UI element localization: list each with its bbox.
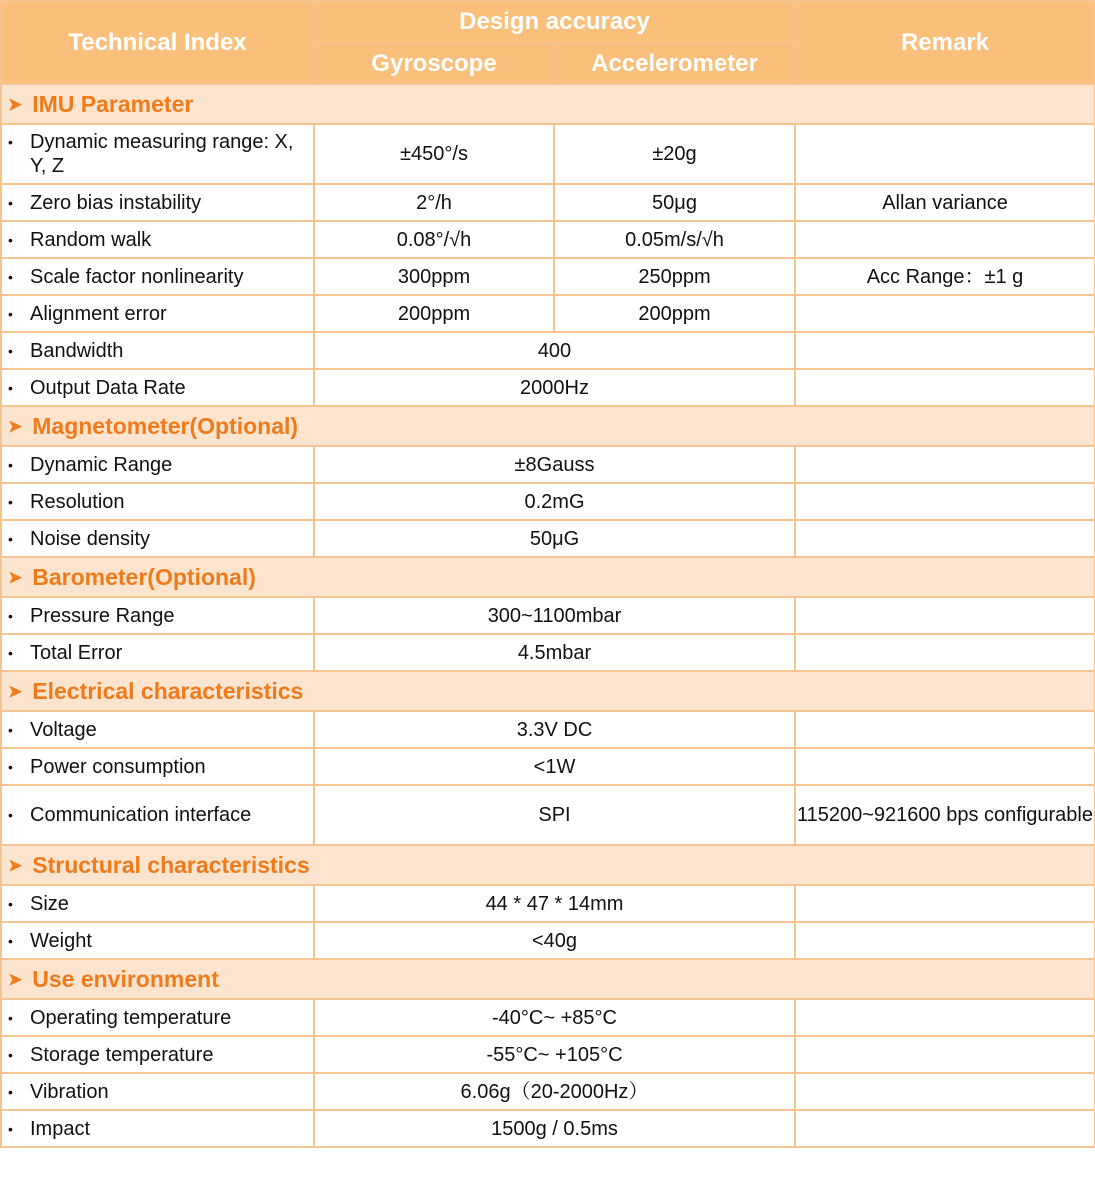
parameter-label: Output Data Rate bbox=[30, 376, 186, 399]
header-gyroscope: Gyroscope bbox=[314, 43, 554, 84]
parameter-label: Vibration bbox=[30, 1080, 109, 1103]
bullet-icon: • bbox=[8, 807, 13, 823]
table-row bbox=[1, 1110, 1095, 1147]
bullet-icon: • bbox=[8, 493, 13, 510]
remark-cell bbox=[795, 124, 1095, 184]
header-design-accuracy: Design accuracy bbox=[314, 1, 795, 43]
bullet-icon: • bbox=[8, 305, 13, 322]
remark-cell bbox=[795, 295, 1095, 332]
table-row bbox=[1, 295, 1095, 332]
parameter-label: Total Error bbox=[30, 641, 123, 664]
arrowhead-icon: ➤ bbox=[8, 416, 23, 436]
remark-cell: Allan variance bbox=[795, 184, 1095, 221]
accelerometer-value-cell: 50μg bbox=[554, 184, 795, 221]
parameter-cell bbox=[1, 1110, 314, 1147]
table-row bbox=[1, 483, 1095, 520]
section-title-cell bbox=[1, 557, 1095, 597]
table-row bbox=[1, 1073, 1095, 1110]
bullet-icon: • bbox=[8, 1009, 13, 1026]
table-row bbox=[1, 999, 1095, 1036]
parameter-label: Weight bbox=[30, 929, 92, 952]
remark-cell bbox=[795, 711, 1095, 748]
remark-cell bbox=[795, 221, 1095, 258]
value-cell: 1500g / 0.5ms bbox=[314, 1110, 795, 1147]
parameter-cell bbox=[1, 634, 314, 671]
section-title-cell bbox=[1, 845, 1095, 885]
parameter-cell bbox=[1, 184, 314, 221]
parameter-cell bbox=[1, 446, 314, 483]
parameter-label: Communication interface bbox=[30, 804, 252, 826]
remark-cell bbox=[795, 483, 1095, 520]
section-row bbox=[1, 84, 1095, 124]
value-cell: 44 * 47 * 14mm bbox=[314, 885, 795, 922]
section-row bbox=[1, 671, 1095, 711]
remark-cell bbox=[795, 369, 1095, 406]
section-row bbox=[1, 845, 1095, 885]
gyroscope-value-cell: 300ppm bbox=[314, 258, 554, 295]
accelerometer-value-cell: 200ppm bbox=[554, 295, 795, 332]
parameter-cell bbox=[1, 597, 314, 634]
bullet-icon: • bbox=[8, 1120, 13, 1137]
remark-cell bbox=[795, 520, 1095, 557]
bullet-icon: • bbox=[8, 932, 13, 949]
section-row bbox=[1, 959, 1095, 999]
bullet-icon: • bbox=[8, 607, 13, 624]
section-title-cell bbox=[1, 84, 1095, 124]
gyroscope-value-cell: 200ppm bbox=[314, 295, 554, 332]
section-row bbox=[1, 406, 1095, 446]
remark-cell bbox=[795, 597, 1095, 634]
parameter-label: Dynamic Range bbox=[30, 453, 173, 476]
bullet-icon: • bbox=[8, 758, 13, 775]
value-cell: -40°C~ +85°C bbox=[314, 999, 795, 1036]
parameter-cell bbox=[1, 1036, 314, 1073]
parameter-label: Noise density bbox=[30, 527, 151, 550]
parameter-cell bbox=[1, 711, 314, 748]
parameter-label: Pressure Range bbox=[30, 604, 175, 627]
parameter-cell bbox=[1, 1073, 314, 1110]
section-row bbox=[1, 557, 1095, 597]
parameter-label: Size bbox=[30, 892, 69, 915]
table-row bbox=[1, 332, 1095, 369]
parameter-cell bbox=[1, 332, 314, 369]
parameter-cell bbox=[1, 785, 314, 845]
remark-cell bbox=[795, 634, 1095, 671]
bullet-icon: • bbox=[8, 379, 13, 396]
header-technical-index: Technical Index bbox=[1, 1, 314, 84]
bullet-icon: • bbox=[8, 895, 13, 912]
arrowhead-icon: ➤ bbox=[8, 681, 23, 701]
bullet-icon: • bbox=[8, 194, 13, 211]
table-row bbox=[1, 922, 1095, 959]
parameter-label: Storage temperature bbox=[30, 1043, 214, 1066]
parameter-label: Dynamic measuring range: X, Y, Z bbox=[30, 131, 294, 177]
bullet-icon: • bbox=[8, 644, 13, 661]
parameter-label: Alignment error bbox=[30, 302, 167, 325]
value-cell: -55°C~ +105°C bbox=[314, 1036, 795, 1073]
table-header bbox=[1, 1, 1095, 84]
parameter-cell bbox=[1, 520, 314, 557]
parameter-cell bbox=[1, 748, 314, 785]
parameter-label: Bandwidth bbox=[30, 339, 124, 362]
accelerometer-value-cell: 250ppm bbox=[554, 258, 795, 295]
bullet-icon: • bbox=[8, 721, 13, 738]
parameter-cell bbox=[1, 922, 314, 959]
bullet-icon: • bbox=[8, 231, 13, 248]
bullet-icon: • bbox=[8, 1083, 13, 1100]
value-cell: 6.06g（20-2000Hz） bbox=[314, 1073, 795, 1110]
table-row bbox=[1, 184, 1095, 221]
value-cell: 4.5mbar bbox=[314, 634, 795, 671]
parameter-cell bbox=[1, 124, 314, 184]
bullet-icon: • bbox=[8, 456, 13, 473]
section-title: Magnetometer(Optional) bbox=[32, 412, 299, 439]
section-title: Structural characteristics bbox=[32, 851, 310, 878]
value-cell: 300~1100mbar bbox=[314, 597, 795, 634]
remark-cell bbox=[795, 1073, 1095, 1110]
section-title-cell bbox=[1, 959, 1095, 999]
remark-cell bbox=[795, 885, 1095, 922]
gyroscope-value-cell: 2°/h bbox=[314, 184, 554, 221]
bullet-icon: • bbox=[8, 1046, 13, 1063]
parameter-label: Voltage bbox=[30, 718, 97, 741]
value-cell: <40g bbox=[314, 922, 795, 959]
parameter-label: Power consumption bbox=[30, 755, 206, 778]
parameter-cell bbox=[1, 999, 314, 1036]
section-title: Electrical characteristics bbox=[32, 677, 304, 704]
remark-cell bbox=[795, 1110, 1095, 1147]
table-row bbox=[1, 634, 1095, 671]
section-title-cell bbox=[1, 406, 1095, 446]
table-row bbox=[1, 885, 1095, 922]
value-cell: 50μG bbox=[314, 520, 795, 557]
table-row bbox=[1, 711, 1095, 748]
table-row bbox=[1, 446, 1095, 483]
value-cell: 3.3V DC bbox=[314, 711, 795, 748]
arrowhead-icon: ➤ bbox=[8, 855, 23, 875]
value-cell: <1W bbox=[314, 748, 795, 785]
remark-cell: Acc Range：±1 g bbox=[795, 258, 1095, 295]
remark-cell bbox=[795, 332, 1095, 369]
value-cell: ±8Gauss bbox=[314, 446, 795, 483]
table-row bbox=[1, 748, 1095, 785]
table-row bbox=[1, 221, 1095, 258]
parameter-cell bbox=[1, 295, 314, 332]
accelerometer-value-cell: ±20g bbox=[554, 124, 795, 184]
gyroscope-value-cell: ±450°/s bbox=[314, 124, 554, 184]
remark-cell bbox=[795, 922, 1095, 959]
table-row bbox=[1, 1036, 1095, 1073]
parameter-label: Resolution bbox=[30, 490, 125, 513]
value-cell: 2000Hz bbox=[314, 369, 795, 406]
header-accelerometer: Accelerometer bbox=[554, 43, 795, 84]
parameter-cell bbox=[1, 483, 314, 520]
section-title: Use environment bbox=[32, 965, 219, 992]
parameter-cell bbox=[1, 369, 314, 406]
gyroscope-value-cell: 0.08°/√h bbox=[314, 221, 554, 258]
table-row bbox=[1, 520, 1095, 557]
table-row bbox=[1, 369, 1095, 406]
parameter-label: Scale factor nonlinearity bbox=[30, 265, 244, 288]
parameter-label: Operating temperature bbox=[30, 1006, 232, 1029]
remark-cell bbox=[795, 1036, 1095, 1073]
section-title-cell bbox=[1, 671, 1095, 711]
arrowhead-icon: ➤ bbox=[8, 567, 23, 587]
arrowhead-icon: ➤ bbox=[8, 969, 23, 989]
table-row bbox=[1, 597, 1095, 634]
table-row bbox=[1, 258, 1095, 295]
parameter-cell bbox=[1, 221, 314, 258]
value-cell: SPI bbox=[314, 785, 795, 845]
header-remark: Remark bbox=[795, 1, 1095, 84]
remark-cell bbox=[795, 446, 1095, 483]
table-row bbox=[1, 785, 1095, 845]
value-cell: 400 bbox=[314, 332, 795, 369]
table-row bbox=[1, 124, 1095, 184]
section-title: Barometer(Optional) bbox=[32, 563, 256, 590]
bullet-icon: • bbox=[8, 342, 13, 359]
bullet-icon: • bbox=[8, 134, 13, 150]
parameter-label: Impact bbox=[30, 1117, 91, 1140]
parameter-cell bbox=[1, 885, 314, 922]
table-body bbox=[1, 84, 1095, 1147]
bullet-icon: • bbox=[8, 268, 13, 285]
remark-cell bbox=[795, 999, 1095, 1036]
accelerometer-value-cell: 0.05m/s/√h bbox=[554, 221, 795, 258]
parameter-cell bbox=[1, 258, 314, 295]
section-title: IMU Parameter bbox=[32, 90, 194, 117]
remark-cell bbox=[795, 748, 1095, 785]
remark-cell: 115200~921600 bps configurable bbox=[795, 785, 1095, 845]
parameter-label: Zero bias instability bbox=[30, 191, 202, 214]
value-cell: 0.2mG bbox=[314, 483, 795, 520]
arrowhead-icon: ➤ bbox=[8, 94, 23, 114]
bullet-icon: • bbox=[8, 530, 13, 547]
parameter-label: Random walk bbox=[30, 228, 152, 251]
